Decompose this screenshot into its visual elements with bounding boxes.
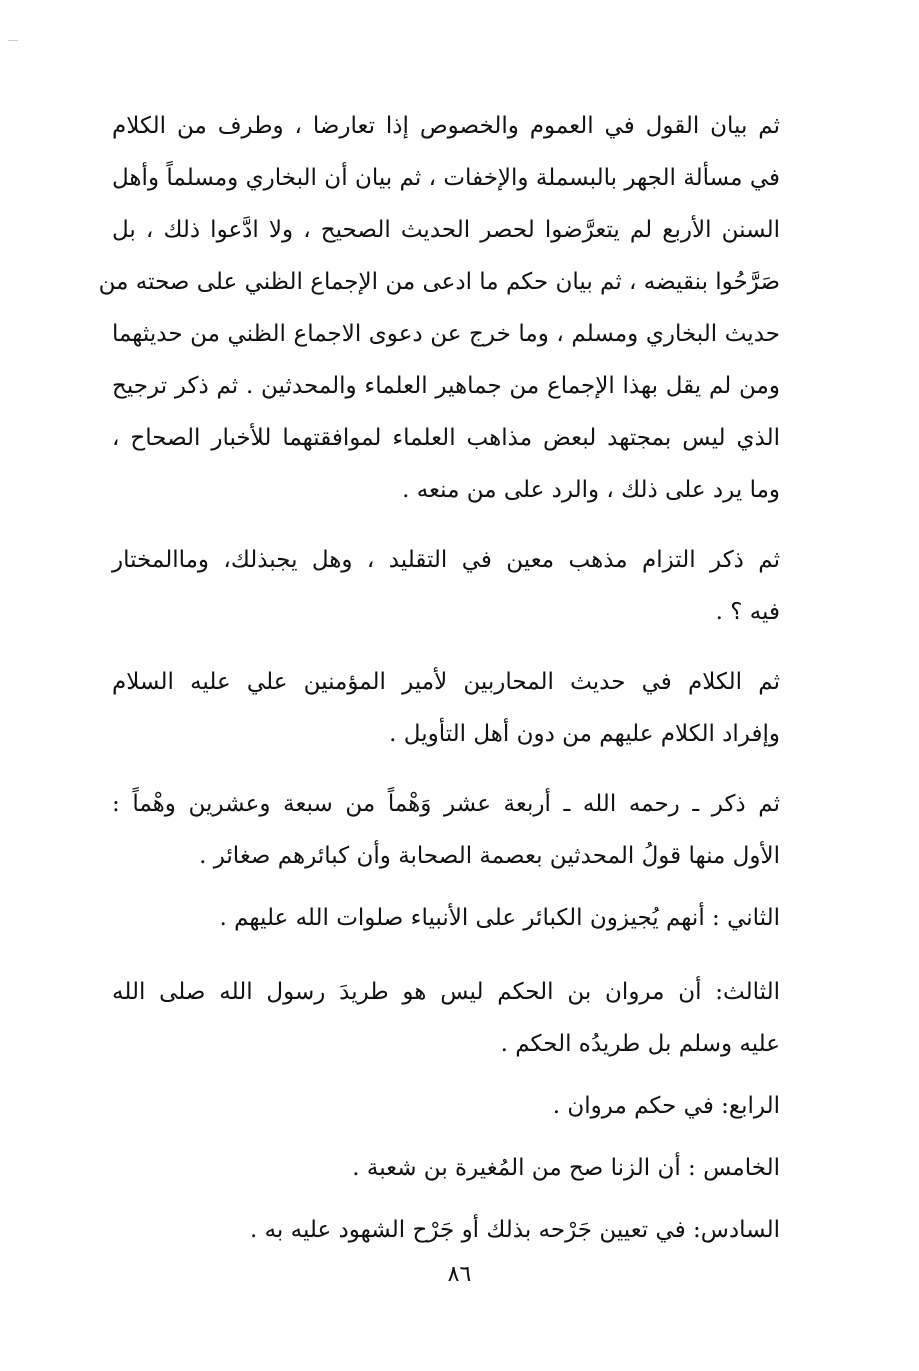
paragraph-8 (112, 1142, 780, 1194)
text-line: ثم الكلام في حديث المحاربين لأمير المؤمنين علي عليه السلام (112, 669, 780, 695)
text-line: ثم بيان القول في العموم والخصوص إذا تعارضا ، وطرف من الكلام (112, 113, 780, 139)
text-line: الثالث: أن مروان بن الحكم ليس هو طريدَ رسول الله صلى الله (112, 979, 780, 1005)
text-line: في مسألة الجهر بالبسملة والإخفات ، ثم بيان أن البخاري ومسلماً وأهل (112, 165, 780, 191)
text-line: وإفراد الكلام عليهم من دون أهل التأويل . (389, 721, 780, 747)
paragraph-4 (112, 778, 780, 882)
paragraph-6 (112, 966, 780, 1070)
text-line: ثم ذكر التزام مذهب معين في التقليد ، وهل يجبذلك، وماالمختار (112, 547, 780, 573)
text-line: الأول منها قولُ المحدثين بعصمة الصحابة وأن كبائرهم صغائر . (199, 843, 780, 869)
text-line: حديث البخاري ومسلم ، وما خرج عن دعوى الاجماع الظني من حديثهما (112, 321, 780, 347)
text-line: السادس: في تعيين جَرْحه بذلك أو جَرْح الشهود عليه به . (249, 1217, 780, 1243)
paragraph-2 (112, 534, 780, 638)
paragraph-5 (112, 892, 780, 944)
text-line: السنن الأربع لم يتعرَّضوا لحصر الحديث الصحيح ، ولا ادَّعوا ذلك ، بل (112, 217, 780, 243)
paragraph-1 (98, 100, 780, 516)
scan-mark (8, 40, 18, 41)
paragraph-9 (112, 1204, 780, 1256)
text-line: الخامس : أن الزنا صح من المُغيرة بن شعبة . (352, 1155, 780, 1181)
text-line: الثاني : أنهم يُجيزون الكبائر على الأنبياء صلوات الله عليهم . (219, 905, 780, 931)
text-line: عليه وسلم بل طريدُه الحكم . (500, 1031, 780, 1057)
text-line: الرابع: في حكم مروان . (552, 1093, 780, 1119)
text-line: فيه ؟ . (715, 599, 780, 625)
paragraph-3 (112, 656, 780, 760)
text-line: الذي ليس بمجتهد لبعض مذاهب العلماء لموافقتهما للأخبار الصحاح ، (112, 425, 780, 451)
page-body (98, 100, 780, 1256)
paragraph-7 (112, 1080, 780, 1132)
text-line: صَرَّحُوا بنقيضه ، ثم بيان حكم ما ادعى من الإجماع الظني على صحته من (98, 269, 780, 295)
text-line: وما يرد على ذلك ، والرد على من منعه . (402, 477, 780, 503)
text-line: ثم ذكر ـ رحمه الله ـ أربعة عشر وَهْماً من سبعة وعشرين وهْماً : (112, 791, 780, 817)
page-number: ٨٦ (447, 1262, 472, 1287)
text-line: ومن لم يقل بهذا الإجماع من جماهير العلماء والمحدثين . ثم ذكر ترجيح (112, 373, 780, 399)
